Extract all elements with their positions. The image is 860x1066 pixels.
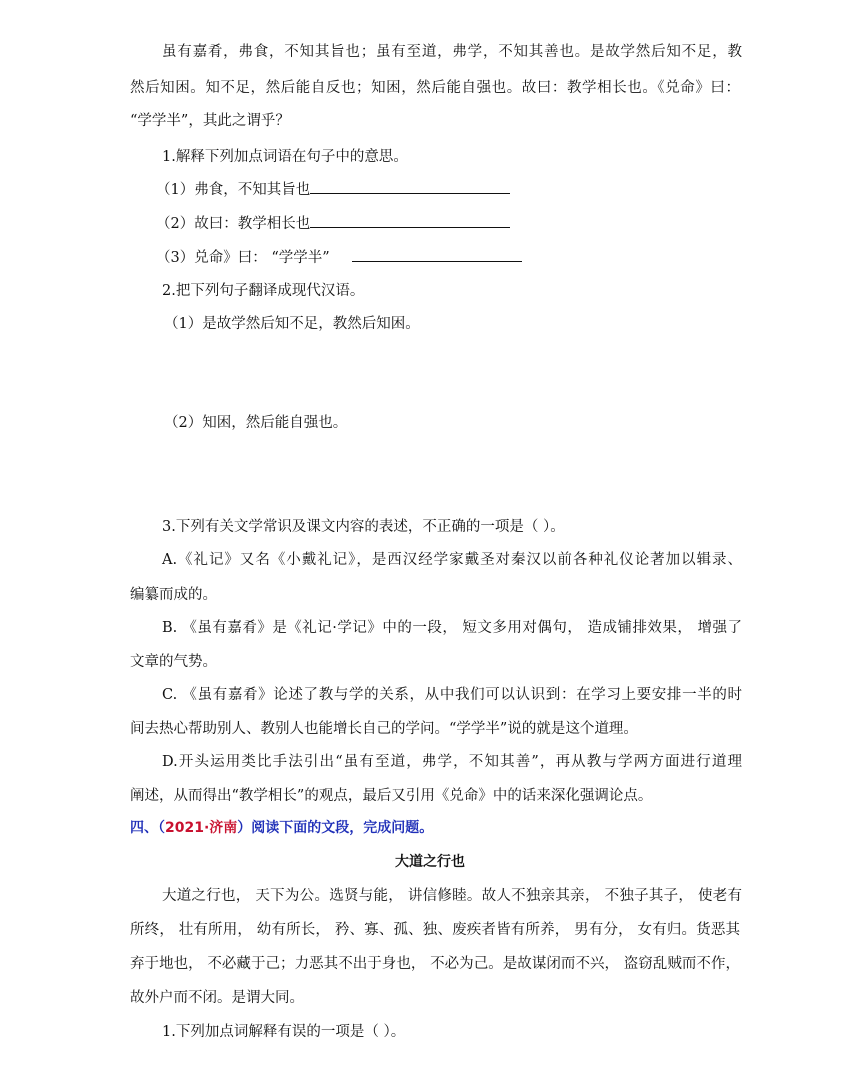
answer-blank[interactable]	[310, 212, 510, 228]
option-c-continued: 间去热心帮助别人、教别人也能增长自己的学问。“学学半”说的就是这个道理。	[130, 721, 638, 737]
answer-blank[interactable]	[352, 246, 522, 262]
passage-line: “学学半”，其此之谓乎？	[130, 113, 290, 129]
option-c: C. 《虽有嘉肴》论述了教与学的关系，从中我们可以认识到：在学习上要安排一半的时	[162, 687, 742, 703]
passage-line: 所终， 壮有所用， 幼有所长， 矜、寡、孤、独、废疾者皆有所养， 男有分， 女有归。货恶其	[130, 922, 740, 938]
question-4-stem: 1.下列加点词解释有误的一项是（ ）。	[162, 1024, 406, 1040]
passage-line: 大道之行也， 天下为公。选贤与能， 讲信修睦。故人不独亲其亲， 不独子其子， 使老有	[162, 888, 742, 904]
passage-line: 故外户而不闭。是谓大同。	[130, 990, 304, 1006]
question-2-stem: 2.把下列句子翻译成现代汉语。	[162, 283, 365, 299]
option-a-continued: 编纂而成的。	[130, 587, 217, 603]
option-d: D.开头运用类比手法引出“虽有至道，弗学，不知其善”，再从教与学两方面进行道理	[162, 754, 742, 770]
answer-blank[interactable]	[310, 178, 510, 194]
passage-line: 弃于地也， 不必藏于己；力恶其不出于身也， 不必为己。是故谋闭而不兴， 盗窃乱贼而不作，	[130, 956, 740, 972]
question-2-item: （1）是故学然后知不足，教然后知困。	[164, 316, 420, 332]
question-3-stem: 3.下列有关文学常识及课文内容的表述，不正确的一项是（ ）。	[162, 519, 565, 535]
option-b-continued: 文章的气势。	[130, 654, 217, 670]
passage-line: 虽有嘉肴，弗食，不知其旨也；虽有至道，弗学，不知其善也。是故学然后知不足，教	[162, 44, 742, 60]
question-1-item: （2）故曰：教学相长也	[156, 212, 510, 234]
section-heading: 四、（2021·济南）阅读下面的文段，完成问题。	[130, 820, 434, 836]
option-a: A.《礼记》又名《小戴礼记》，是西汉经学家戴圣对秦汉以前各种礼仪论著加以辑录、	[162, 552, 742, 568]
question-1-item: （1）弗食，不知其旨也	[156, 178, 510, 200]
option-d-continued: 阐述，从而得出“教学相长”的观点，最后又引用《兑命》中的话来深化强调论点。	[130, 788, 653, 804]
question-1-item: （3）兑命》曰： “学学半”	[156, 246, 522, 268]
question-2-item: （2）知困，然后能自强也。	[164, 415, 348, 431]
passage-title: 大道之行也	[395, 854, 465, 870]
question-1-stem: 1.解释下列加点词语在句子中的意思。	[162, 149, 408, 165]
source-label: 2021·济南	[165, 820, 238, 836]
option-b: B. 《虽有嘉肴》是《礼记·学记》中的一段， 短文多用对偶句， 造成铺排效果， 增强了	[162, 620, 742, 636]
passage-line: 然后知困。知不足，然后能自反也；知困，然后能自强也。故曰：教学相长也。《兑命》曰：	[130, 80, 740, 96]
